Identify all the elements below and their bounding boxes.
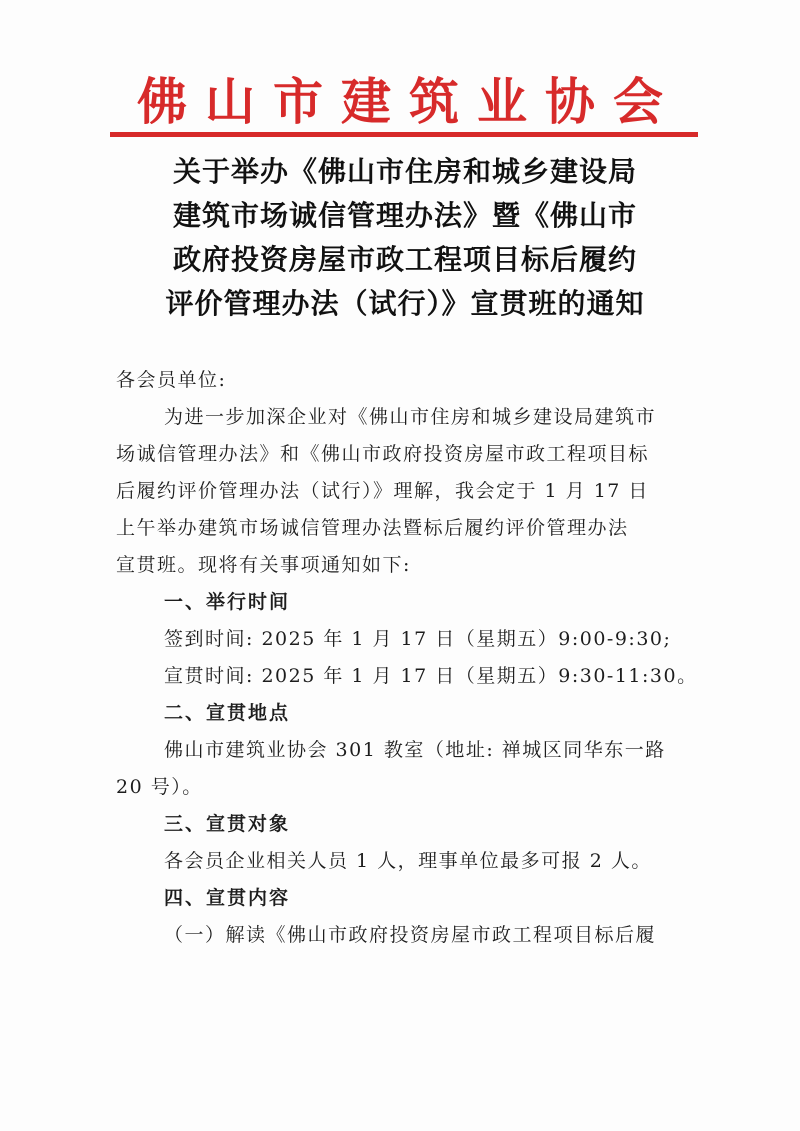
salutation: 各会员单位:: [116, 369, 227, 391]
content-line: （一）解读《佛山市政府投资房屋市政工程项目标后履: [164, 924, 657, 946]
location-line: 20 号）。: [116, 776, 203, 798]
notice-title: [100, 150, 710, 326]
letterhead: [110, 70, 698, 134]
letterhead-divider: [110, 132, 698, 137]
organization-name: 佛山市建筑业协会: [137, 72, 681, 131]
location-line: 佛山市建筑业协会 301 教室（地址: 禅城区同华东一路: [164, 739, 666, 761]
intro-line: 上午举办建筑市场诚信管理办法暨标后履约评价管理办法: [116, 517, 629, 539]
audience-line: 各会员企业相关人员 1 人，理事单位最多可报 2 人。: [164, 850, 652, 872]
section-heading-time: 一、举行时间: [164, 591, 291, 613]
intro-line: 为进一步加深企业对《佛山市住房和城乡建设局建筑市: [164, 406, 657, 428]
title-line: 建筑市场诚信管理办法》暨《佛山市: [172, 199, 637, 232]
session-time: 宣贯时间: 2025 年 1 月 17 日（星期五）9:30-11:30。: [164, 665, 698, 687]
intro-line: 后履约评价管理办法（试行）》理解，我会定于 1 月 17 日: [116, 480, 649, 502]
section-heading-audience: 三、宣贯对象: [164, 813, 291, 835]
checkin-time: 签到时间: 2025 年 1 月 17 日（星期五）9:00-9:30;: [164, 628, 672, 650]
notice-body: [116, 362, 698, 954]
section-heading-location: 二、宣贯地点: [164, 702, 291, 724]
title-line: 关于举办《佛山市住房和城乡建设局: [172, 155, 637, 188]
title-line: 政府投资房屋市政工程项目标后履约: [172, 243, 637, 276]
intro-line: 宣贯班。现将有关事项通知如下:: [116, 554, 411, 576]
title-line: 评价管理办法（试行）》宣贯班的通知: [165, 287, 645, 320]
intro-line: 场诚信管理办法》和《佛山市政府投资房屋市政工程项目标: [116, 443, 650, 465]
section-heading-content: 四、宣贯内容: [164, 887, 291, 909]
